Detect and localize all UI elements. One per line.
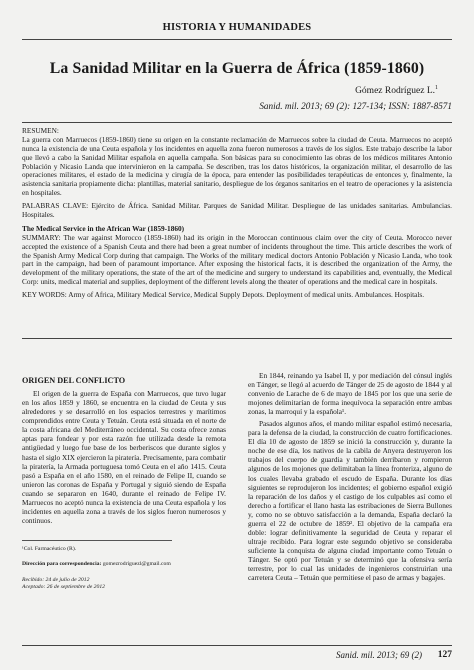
footnote-affiliation: ¹Col. Farmacéutico (R). [22, 546, 77, 552]
abstract-english-title: The Medical Service in the African War (1859-1860) [22, 223, 185, 233]
keywords-english [22, 291, 452, 300]
section-heading: ORIGEN DEL CONFLICTO [22, 376, 126, 385]
body-paragraph: Pasados algunos años, el mando militar español estimó necesaria, para la defensa de la ciudad, la construcción de cuatro fortificaciones. El día 10 de agosto de 1859 se inició la construcción y, durante la noche de ese día, los nativos de la cabila de Anyera destruyeron los trabajos del cuerpo de guardia y también derribaron y rompieron algunos de los mojones que delimitaban la línea fronteriza, alguno de los cuales llevaba grabado el escudo de España. Durante los días siguientes se reprodujeron los incidentes; el gobierno español exigió la reparación de los daños y el castigo de los culpables así como el derecho a fortificar el llano hasta las estribaciones de Sierra Bullones y, como no se obtuvo satisfacción a la demanda, España declaró la guerra el 22 de octubre de 1859². El objetivo de la campaña era doble: lograr definitivamente la seguridad de Ceuta y reparar el ultraje recibido. Para lograr este segundo objetivo se consideraba suficiente la conquista de alguna ciudad importante como Tetuán o Tánger. Se optó por Tetuán y se determinó que la ofensiva sería terrestre, por lo cual las unidades de ingenieros construirían una carretera Ceuta – Tetuán que permitiese el paso de armas y bagajes. [248, 419, 452, 583]
abstract-english [22, 234, 452, 287]
abstract-en-label: SUMMARY: [22, 232, 61, 242]
article-citation: Sanid. mil. 2013; 69 (2): 127-134; ISSN: 1887-8571 [259, 101, 452, 111]
footnote-received: Recibido: 24 de julio de 2012 [22, 576, 90, 583]
author-footnote-marker: 1 [435, 85, 438, 91]
body-column-right [248, 371, 452, 582]
abstract-en-text: The war against Morocco (1859-1860) had its origin in the Moroccan continuous claim over the city of Ceuta. Morocco never accepted the existence of a Spanish Ceuta and there had been a great number of incidents throughout the time. This article describes the work of the Spanish Army Medical Corp during that campaign. The Works of the military medical doctors Antonio Población y Nicasio Landa, who took part in the campaign, had been of paramount importance. After exposing the historical facts, it is described the organization of the Army, the development of the military operations, the state of the art of the medicine and surgery to understand its capabilities and, eventually, the Medical Corp: units, medical material and supplies, deployment of the different levels along the theater of operations and the medical care in hospitals. [22, 232, 452, 287]
correspondence-email: gomezrodriguezl@gmail.com [102, 561, 171, 568]
section-header: HISTORIA Y HUMANIDADES [162, 22, 312, 33]
keywords-es-text: Ejército de África. Sanidad Militar. Parques de Sanidad Militar. Despliegue de las unidades sanitarias. Ambulancias. Hospitales. [22, 201, 452, 220]
abstract-divider [22, 338, 452, 339]
article-author [355, 85, 438, 96]
author-name: Gómez Rodríguez L. [355, 86, 435, 97]
footnote-accepted: Aceptado: 26 de septiembre de 2012 [22, 584, 106, 591]
header-divider [22, 39, 452, 40]
abstract-es-text: La guerra con Marruecos (1859-1860) tiene su origen en la constante reclamación de Marruecos sobre la ciudad de Ceuta. Marruecos no aceptó nunca la existencia de una Ceuta española y los incidentes en aquella zona fueron numerosos a través de los siglos. Este trabajo describe la labor que llevó a cabo la Sanidad Militar española en aquella campaña. Son básicas para su conocimiento las obras de los médicos militares Antonio Población y Nicasio Landa que intervinieron en la campaña. Se describen, tras los datos históricos, la organización militar, el desarrollo de las operaciones militares, el estado de la medicina y cirugía de la época, para entender las posibilidades terapéuticas de entonces y, finalmente, la asistencia sanitaria propiamente dicha: plantillas, material sanitario, despliegue de los órganos sanitarios en el teatro de operaciones y la asistencia en hospitales. [22, 134, 452, 198]
abstract-block [22, 122, 452, 304]
footer-divider [22, 645, 452, 646]
page-number: 127 [437, 650, 452, 660]
footer-citation: Sanid. mil. 2013; 69 (2) [336, 650, 422, 660]
footnotes [22, 540, 172, 592]
abstract-spanish [22, 127, 452, 198]
correspondence-label: Dirección para correspondencia: [22, 561, 102, 568]
body-column-left [22, 376, 226, 525]
footnote-correspondence [22, 561, 172, 568]
article-title: La Sanidad Militar en la Guerra de África (1859-1860) [49, 60, 425, 77]
keywords-es-label: PALABRAS CLAVE: [22, 201, 89, 211]
body-paragraph: En 1844, reinando ya Isabel II, y por mediación del cónsul inglés en Tánger, se llegó al acuerdo de Tánger de 25 de agosto de 1844 y al convenio de Larache de 6 de mayo de 1845 por los que una serie de mojones delimitarían de forma inequívoca la separación entre ambas zonas, la marroquí y la española¹. [248, 371, 452, 417]
body-paragraph: El origen de la guerra de España con Marruecos, que tuvo lugar en los años 1859 y 1860, se encuentra en la ciudad de Ceuta y sus alrededores y se desarrolló en los espacios terrestres y marítimos comprendidos entre Ceuta y Tetuán. Ceuta está situada en el norte de la costa africana del Mediterráneo occidental. Su costa ofrece zonas aptas para fondear y por esta razón fue utilizada desde la remota antigüedad y luego fue base de los berberiscos que durante siglos y hasta el siglo XIX ejercieron la piratería. Precisamente, para combatir la piratería, la Armada portuguesa tomó Ceuta en el año 1415. Ceuta pasó a España en el año 1580, en el reinado de Felipe II, cuando se unieron las coronas de España y Portugal y siguió siendo de España cuando se separaron en 1640, durante el reinado de Felipe IV. Marruecos no aceptó nunca la existencia de una Ceuta española y los incidentes en aquella zona a través de los siglos fueron numerosos y continuos. [22, 389, 226, 525]
abstract-es-label: RESUMEN: [22, 126, 59, 135]
keywords-en-text: Army of Africa, Military Medical Service, Medical Supply Depots. Deployment of medical units. Ambulances. Hospitals. [68, 290, 425, 300]
keywords-spanish [22, 202, 452, 220]
keywords-en-label: KEY WORDS: [22, 290, 67, 300]
